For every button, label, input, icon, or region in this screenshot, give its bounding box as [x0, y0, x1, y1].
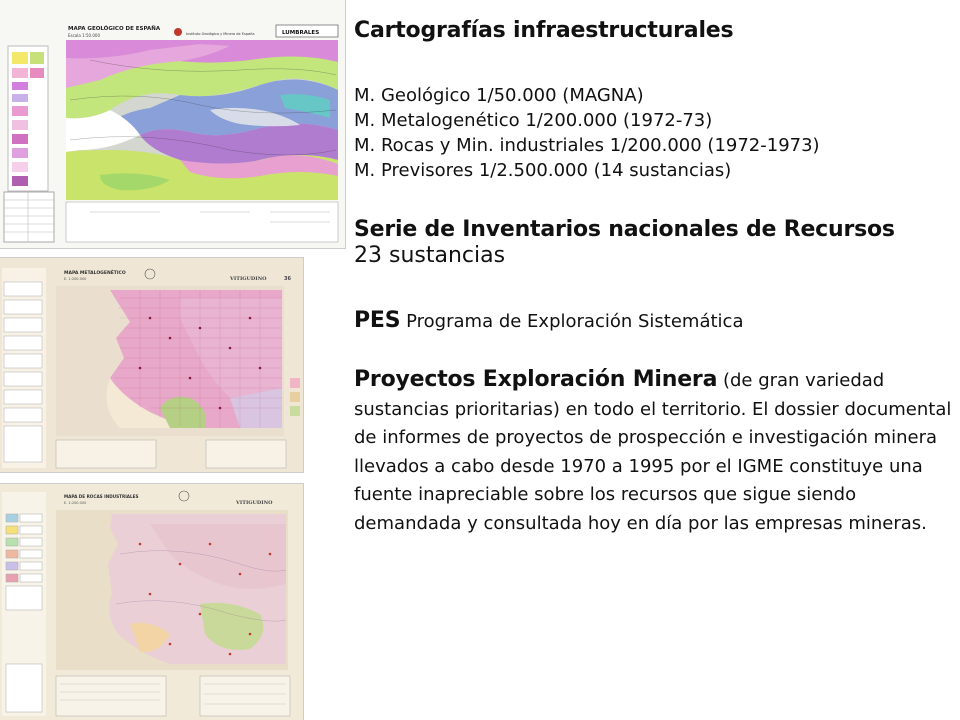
pes-line [354, 308, 954, 333]
geo-map-sheet: LUMBRALES [282, 30, 320, 36]
geo-map-scale: Escala 1:50.000 [68, 33, 100, 38]
geological-map-image [0, 0, 345, 248]
meta-map-sheet-number: 36 [284, 276, 291, 282]
pes-heading: PES [354, 308, 401, 333]
cartografias-list [354, 83, 954, 183]
cartografias-heading: Cartografías infraestructurales [354, 18, 734, 43]
text-column [354, 18, 954, 538]
rocas-map-scale: E. 1:200.000 [64, 501, 87, 505]
inventarios-heading: Serie de Inventarios nacionales de Recursos [354, 217, 895, 242]
geo-map-institution: Instituto Geológico y Minero de España [186, 32, 255, 36]
proyectos-heading: Proyectos Exploración Minera [354, 367, 718, 392]
proyectos-paragraph [354, 366, 954, 538]
industrial-rocks-map-graphic [0, 484, 303, 720]
list-item: M. Geológico 1/50.000 (MAGNA) [354, 85, 644, 106]
rocas-map-sheet: VITIGUDINO [236, 500, 273, 506]
metallogenetic-map-image [0, 258, 303, 472]
meta-map-scale: E. 1:200.000 [64, 277, 87, 281]
pes-description: Programa de Exploración Sistemática [400, 311, 744, 332]
proyectos-body: (de gran variedad sustancias prioritarias) en todo el territorio. El dossier documental de informes de proyectos de prospección e investigación minera llevados a cabo desde 1970 a 1995 por el IGME constituye una fuente inapreciable sobre los recursos que sigue siendo demandada y consultada hoy en día por las empresas mineras. [354, 370, 952, 534]
list-item: M. Rocas y Min. industriales 1/200.000 (1972-1973) [354, 135, 820, 156]
list-item: M. Metalogenético 1/200.000 (1972-73) [354, 110, 713, 131]
inventarios-subtitle: 23 sustancias [354, 243, 506, 268]
geo-map-title: MAPA GEOLÓGICO DE ESPAÑA [68, 26, 161, 32]
inventarios-block [354, 217, 954, 270]
meta-map-sheet: VITIGUDINO [230, 276, 267, 282]
geological-map-graphic [0, 0, 345, 248]
industrial-rocks-map-image [0, 484, 303, 720]
rocas-map-title: MAPA DE ROCAS INDUSTRIALES [64, 494, 139, 499]
metallogenetic-map-graphic [0, 258, 303, 472]
list-item: M. Previsores 1/2.500.000 (14 sustancias) [354, 160, 732, 181]
meta-map-title: MAPA METALOGENÉTICO [64, 271, 126, 276]
